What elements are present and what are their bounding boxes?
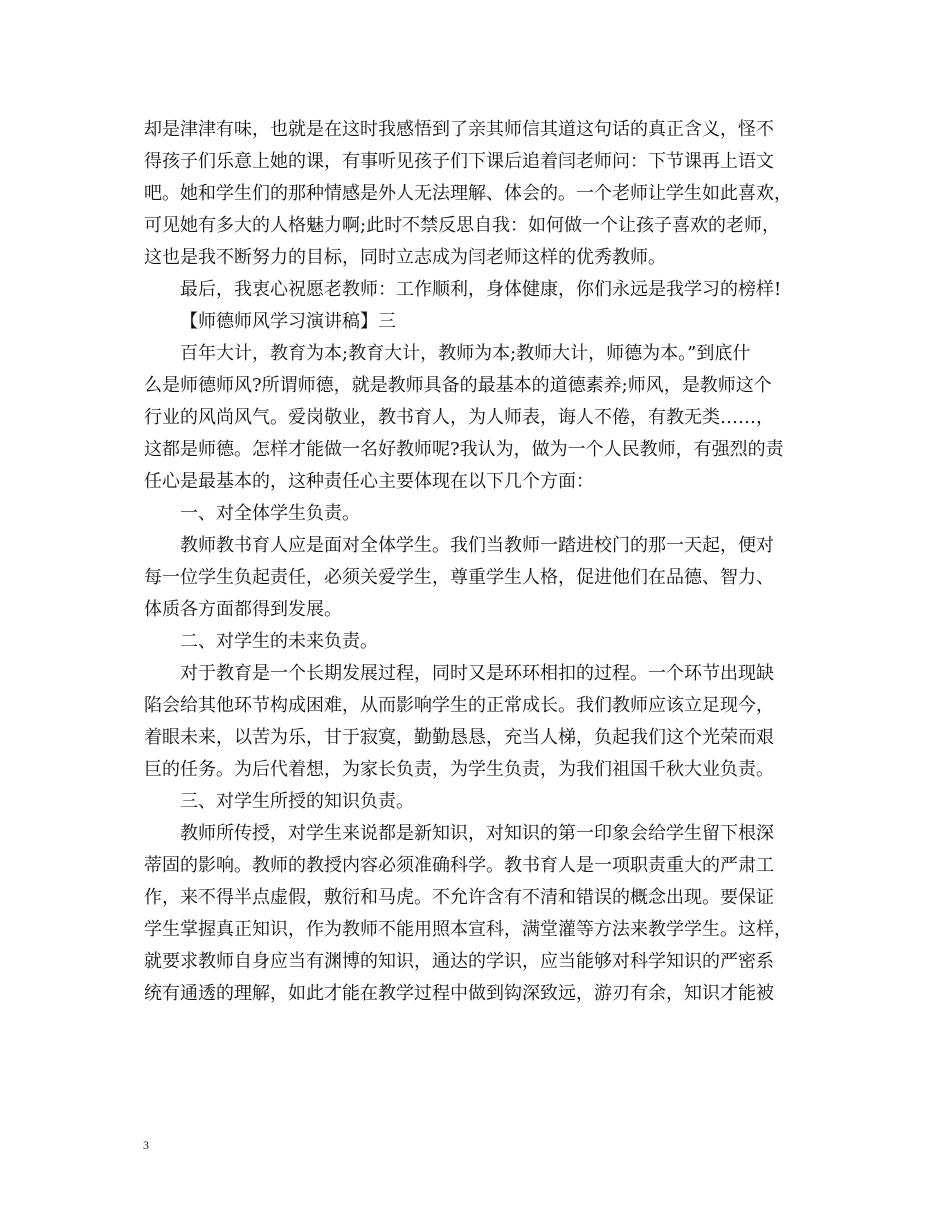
text-line: 每一位学生负起责任，必须关爱学生，尊重学生人格，促进他们在品德、智力、 bbox=[144, 567, 774, 588]
text-line: 可见她有多大的人格魅力啊;此时不禁反思自我：如何做一个让孩子喜欢的老师， bbox=[144, 215, 781, 236]
text-line: 行业的风尚风气。爱岗敬业，教书育人，为人师表，诲人不倦，有教无类……， bbox=[144, 407, 774, 428]
text-line: 吧。她和学生们的那种情感是外人无法理解、体会的。一个老师让学生如此喜欢， bbox=[144, 183, 792, 204]
text-line: 一、对全体学生负责。 bbox=[180, 503, 360, 524]
text-line: 就要求教师自身应当有渊博的知识，通达的学识，应当能够对科学知识的严密系 bbox=[144, 951, 774, 972]
text-line: 着眼未来，以苦为乐，甘于寂寞，勤勤恳恳，充当人梯，负起我们这个光荣而艰 bbox=[144, 727, 774, 748]
text-line: 三、对学生所授的知识负责。 bbox=[180, 791, 414, 812]
text-line: 二、对学生的未来负责。 bbox=[180, 631, 378, 652]
text-line: 最后，我衷心祝愿老教师：工作顺利，身体健康，你们永远是我学习的榜样! bbox=[180, 279, 782, 300]
text-line: 百年大计，教育为本;教育大计，教师为本;教师大计，师德为本。”到底什 bbox=[180, 343, 751, 364]
text-line: 体质各方面都得到发展。 bbox=[144, 599, 342, 620]
text-line: 任心是最基本的，这种责任心主要体现在以下几个方面： bbox=[144, 471, 594, 492]
text-line: 这也是我不断努力的目标，同时立志成为闫老师这样的优秀教师。 bbox=[144, 247, 666, 268]
text-line: 巨的任务。为后代着想，为家长负责，为学生负责，为我们祖国千秋大业负责。 bbox=[144, 759, 774, 780]
text-line: 陷会给其他环节构成困难，从而影响学生的正常成长。我们教师应该立足现今， bbox=[144, 695, 774, 716]
text-line: 这都是师德。怎样才能做一名好教师呢?我认为，做为一个人民教师，有强烈的责 bbox=[144, 439, 784, 460]
text-line: 作，来不得半点虚假，敷衍和马虎。不允许含有不清和错误的概念出现。要保证 bbox=[144, 887, 774, 908]
text-line: 却是津津有味，也就是在这时我感悟到了亲其师信其道这句话的真正含义，怪不 bbox=[144, 119, 774, 140]
text-line: 蒂固的影响。教师的教授内容必须准确科学。教书育人是一项职责重大的严肃工 bbox=[144, 855, 774, 876]
text-line: 教师所传授，对学生来说都是新知识，对知识的第一印象会给学生留下根深 bbox=[180, 823, 774, 844]
body-text bbox=[144, 114, 824, 1010]
text-line: 学生掌握真正知识，作为教师不能用照本宣科，满堂灌等方法来教学学生。这样， bbox=[144, 919, 792, 940]
text-line: 么是师德师风?所谓师德，就是教师具备的最基本的道德素养;师风，是教师这个 bbox=[144, 375, 772, 396]
text-line: 教师教书育人应是面对全体学生。我们当教师一踏进校门的那一天起，便对 bbox=[180, 535, 774, 556]
text-line: 得孩子们乐意上她的课，有事听见孩子们下课后追着闫老师问：下节课再上语文 bbox=[144, 151, 774, 172]
page-number: 3 bbox=[143, 1138, 149, 1152]
text-line: 统有通透的理解，如此才能在教学过程中做到钩深致远，游刃有余，知识才能被 bbox=[144, 983, 774, 1004]
text-line: 【师德师风学习演讲稿】三 bbox=[180, 311, 396, 332]
text-line: 对于教育是一个长期发展过程，同时又是环环相扣的过程。一个环节出现缺 bbox=[180, 663, 774, 684]
